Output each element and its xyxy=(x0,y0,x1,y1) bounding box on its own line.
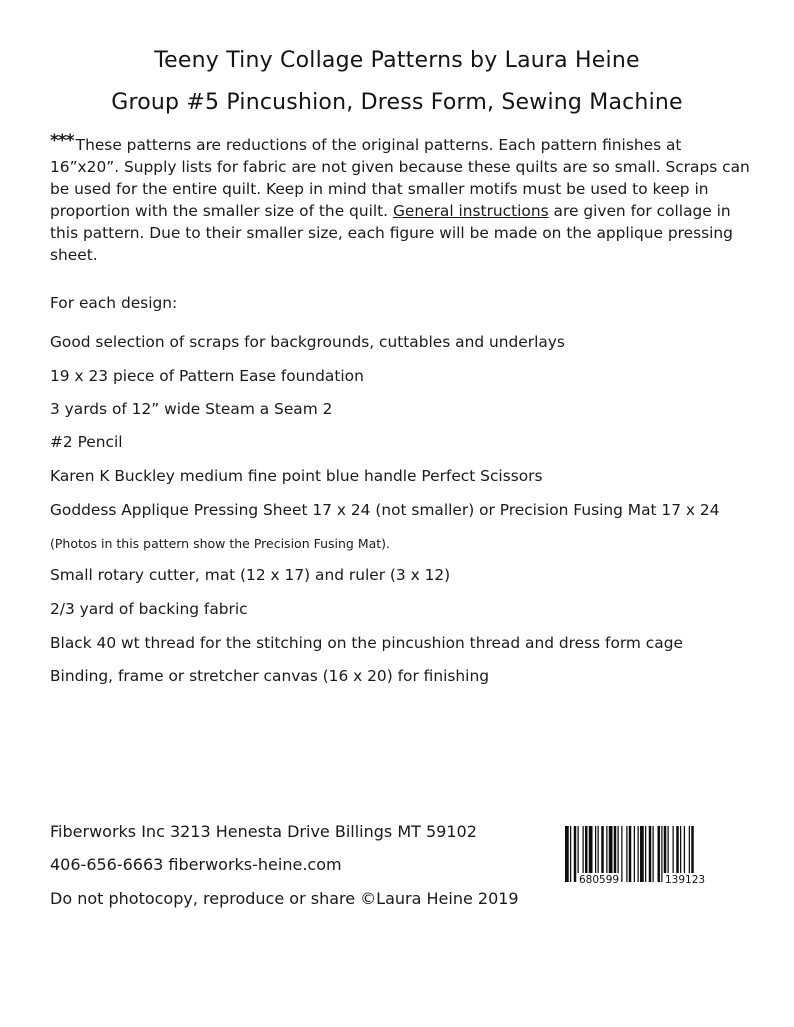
supply-item: #2 Pencil xyxy=(50,433,123,451)
intro-text-1: These patterns are reductions of the original patterns. Each pattern finishes at 16”x20”. Supply lists for fabric are not given because these quilts are so small. Scraps can be used for the entire quilt. Keep in mind that smaller motifs must be used to keep in proportion with the smaller size of the quilt. xyxy=(50,136,750,220)
supply-item: Karen K Buckley medium fine point blue handle Perfect Scissors xyxy=(50,467,543,485)
supply-item: 19 x 23 piece of Pattern Ease foundation xyxy=(50,367,364,385)
supply-item: Black 40 wt thread for the stitching on the pincushion thread and dress form cage xyxy=(50,634,683,652)
barcode xyxy=(563,826,737,888)
supply-item: 2/3 yard of backing fabric xyxy=(50,600,248,618)
barcode-numbers xyxy=(563,873,737,888)
supply-item: 3 yards of 12” wide Steam a Seam 2 xyxy=(50,400,333,418)
supply-item: Binding, frame or stretcher canvas (16 x 20) for finishing xyxy=(50,667,489,685)
general-instructions-text: General instructions xyxy=(392,202,549,220)
supplies-heading: For each design: xyxy=(50,294,178,312)
page-subtitle: Group #5 Pincushion, Dress Form, Sewing Machine xyxy=(111,90,683,115)
intro-paragraph xyxy=(50,131,750,266)
page-title: Teeny Tiny Collage Patterns by Laura Heine xyxy=(154,48,640,73)
asterisks: *** xyxy=(50,131,74,151)
supply-item: Goddess Applique Pressing Sheet 17 x 24 (not smaller) or Precision Fusing Mat 17 x 24 xyxy=(50,501,720,519)
intro-text-2: are given for collage in this pattern. Due to their smaller size, each figure will be made on the applique pressing sheet. xyxy=(50,202,733,264)
copyright-notice: Do not photocopy, reproduce or share ©Laura Heine 2019 xyxy=(50,889,519,908)
supply-item: Small rotary cutter, mat (12 x 17) and ruler (3 x 12) xyxy=(50,566,451,584)
publisher-address: Fiberworks Inc 3213 Henesta Drive Billings MT 59102 xyxy=(50,822,477,841)
supply-item: Good selection of scraps for backgrounds, cuttables and underlays xyxy=(50,333,565,351)
publisher-contact: 406-656-6663 fiberworks-heine.com xyxy=(50,855,342,874)
supply-note: (Photos in this pattern show the Precision Fusing Mat). xyxy=(50,536,391,551)
barcode-right-digits: 139123 xyxy=(665,874,706,886)
barcode-left-digits: 680599 xyxy=(579,874,620,886)
